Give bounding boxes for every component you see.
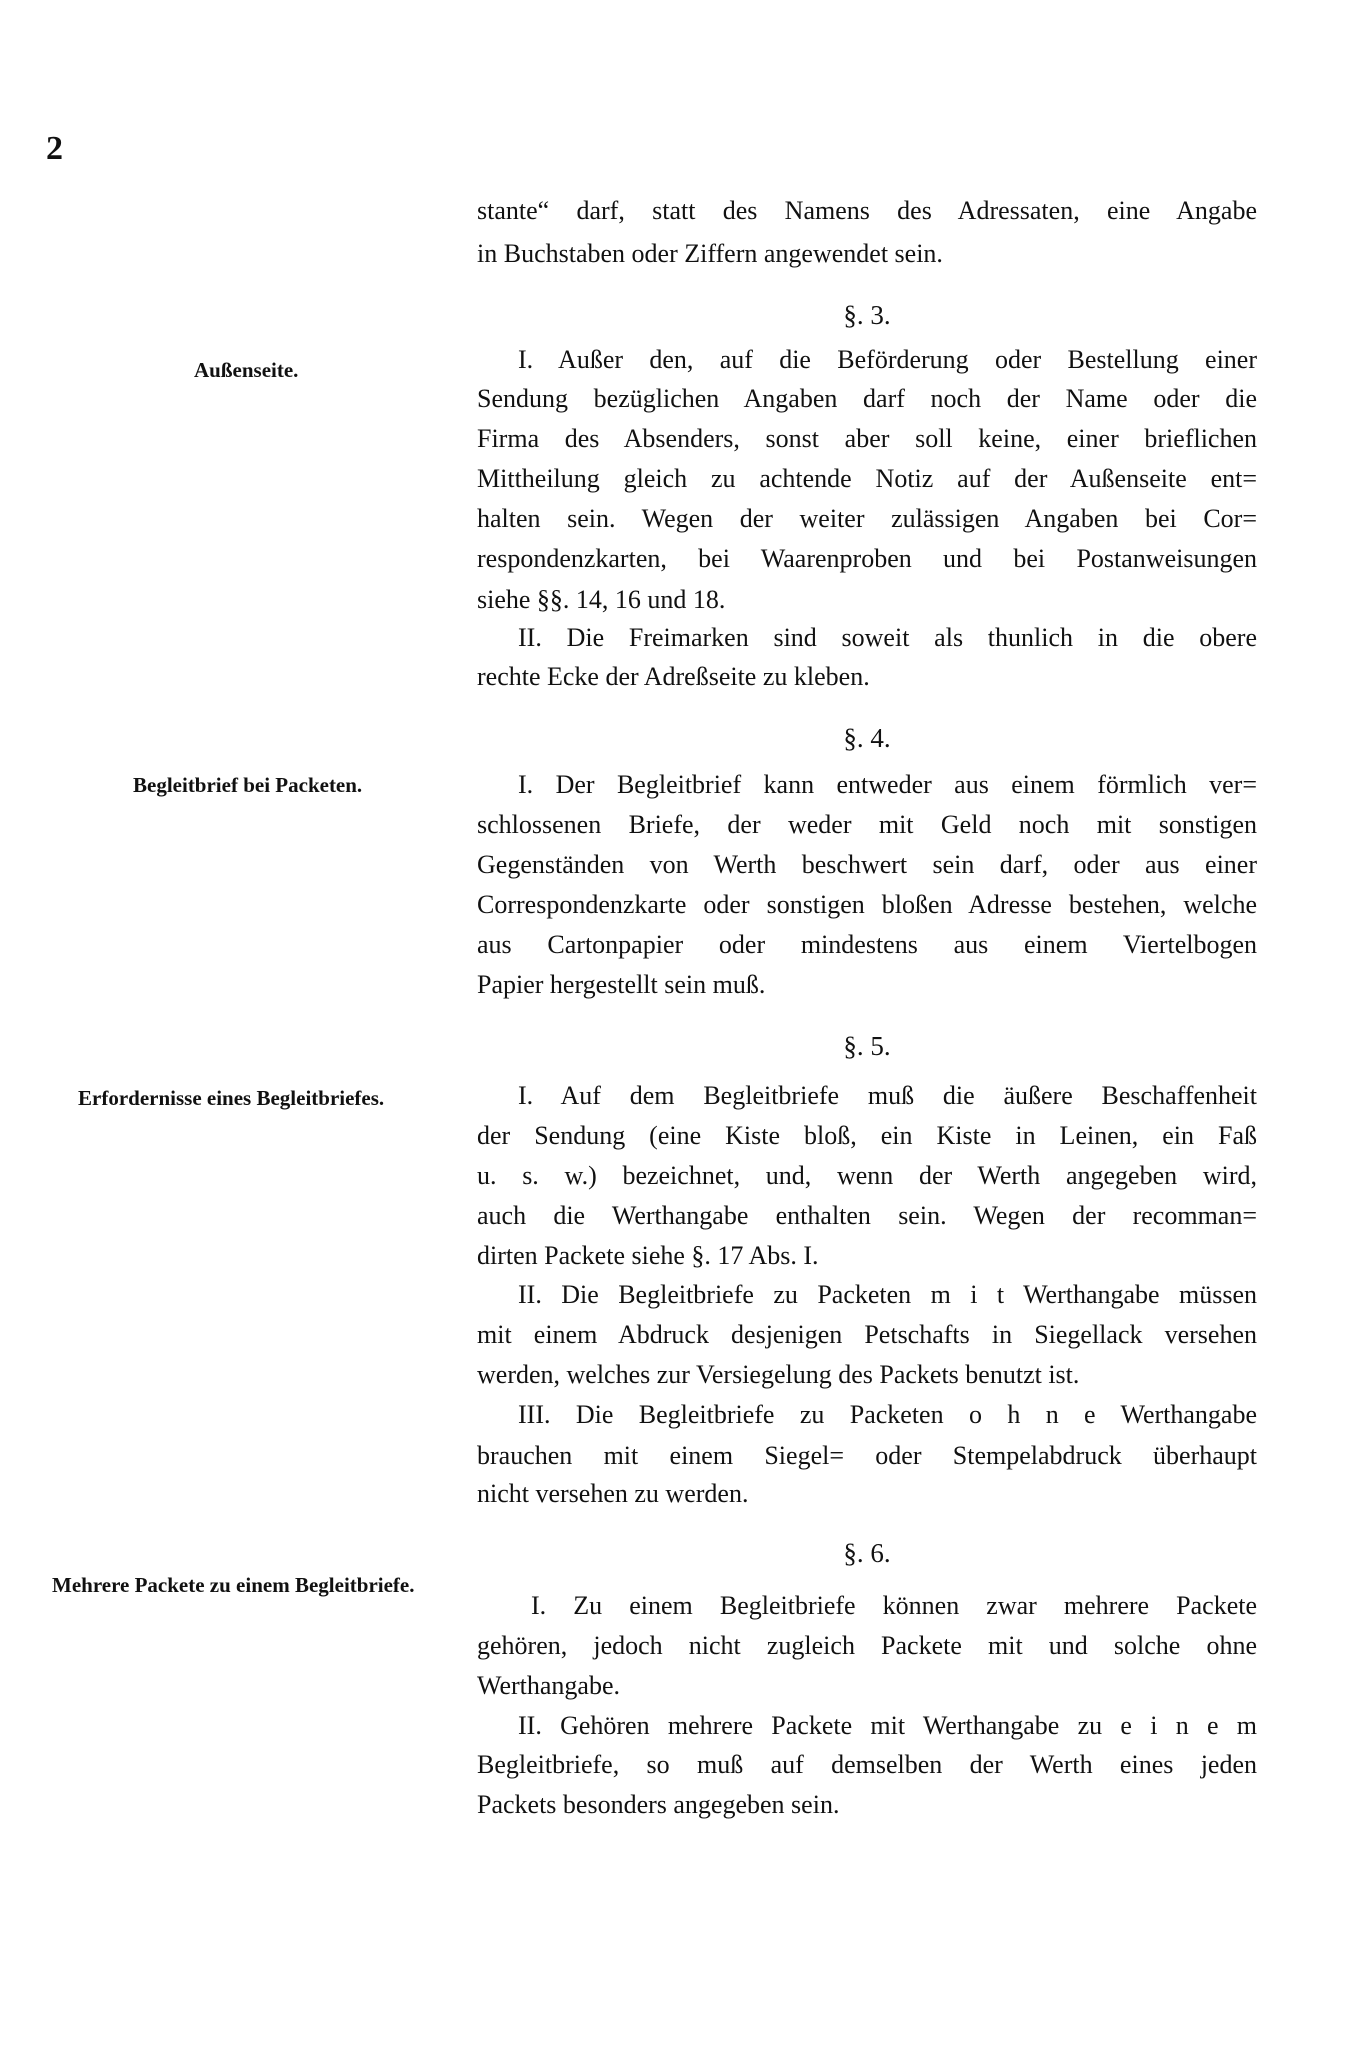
- margin-note: Erfordernisse eines Begleitbriefes.: [78, 1086, 385, 1110]
- text-line: schlossenen Briefe, der weder mit Geld noch mit sonstigen: [477, 810, 1257, 839]
- section-heading: §. 6.: [843, 1538, 891, 1568]
- text-line: stante“ darf, statt des Namens des Adressaten, eine Angabe: [477, 196, 1257, 225]
- text-line: I. Außer den, auf die Beförderung oder Bestellung einer: [518, 345, 1257, 374]
- text-line: gehören, jedoch nicht zugleich Packete mit und solche ohne: [477, 1631, 1257, 1660]
- text-line: I. Auf dem Begleitbriefe muß die äußere Beschaffenheit: [518, 1081, 1257, 1110]
- text-line: II. Die Begleitbriefe zu Packeten m i t Werthangabe müssen: [518, 1280, 1257, 1309]
- text-line: Mittheilung gleich zu achtende Notiz auf der Außenseite ent=: [477, 464, 1257, 493]
- text-line: aus Cartonpapier oder mindestens aus einem Viertelbogen: [477, 930, 1257, 959]
- page-number: 2: [46, 130, 63, 167]
- margin-note: Mehrere Packete zu einem Begleitbriefe.: [52, 1573, 415, 1597]
- text-line: Packets besonders angegeben sein.: [477, 1790, 840, 1819]
- section-heading: §. 3.: [843, 300, 891, 330]
- text-line: mit einem Abdruck desjenigen Petschafts in Siegellack versehen: [477, 1320, 1257, 1349]
- text-line: Werthangabe.: [477, 1671, 620, 1700]
- text-line: Correspondenzkarte oder sonstigen bloßen Adresse bestehen, welche: [477, 890, 1257, 919]
- text-line: werden, welches zur Versiegelung des Packets benutzt ist.: [477, 1360, 1080, 1389]
- text-line: I. Zu einem Begleitbriefe können zwar mehrere Packete: [531, 1591, 1257, 1620]
- margin-note: Begleitbrief bei Packeten.: [133, 773, 363, 797]
- text-line: der Sendung (eine Kiste bloß, ein Kiste in Leinen, ein Faß: [477, 1121, 1257, 1150]
- text-line: Begleitbriefe, so muß auf demselben der Werth eines jeden: [477, 1750, 1257, 1779]
- text-line: brauchen mit einem Siegel= oder Stempelabdruck überhaupt: [477, 1441, 1257, 1470]
- text-line: respondenzkarten, bei Waarenproben und bei Postanweisungen: [477, 544, 1257, 573]
- section-heading: §. 4.: [843, 723, 891, 753]
- text-line: Firma des Absenders, sonst aber soll keine, einer brieflichen: [477, 424, 1257, 453]
- text-line: auch die Werthangabe enthalten sein. Wegen der recomman=: [477, 1201, 1257, 1230]
- text-line: siehe §§. 14, 16 und 18.: [477, 585, 726, 614]
- text-line: II. Die Freimarken sind soweit als thunlich in die obere: [518, 623, 1257, 652]
- margin-note: Außenseite.: [194, 358, 299, 382]
- text-line: Papier hergestellt sein muß.: [477, 970, 766, 999]
- text-line: III. Die Begleitbriefe zu Packeten o h n e Werthangabe: [518, 1400, 1257, 1429]
- text-line: halten sein. Wegen der weiter zulässigen Angaben bei Cor=: [477, 504, 1257, 533]
- text-line: Gegenständen von Werth beschwert sein darf, oder aus einer: [477, 850, 1257, 879]
- text-line: nicht versehen zu werden.: [477, 1479, 749, 1508]
- text-line: II. Gehören mehrere Packete mit Werthangabe zu e i n e m: [518, 1711, 1257, 1740]
- text-line: Sendung bezüglichen Angaben darf noch der Name oder die: [477, 384, 1257, 413]
- text-line: I. Der Begleitbrief kann entweder aus einem förmlich ver=: [518, 770, 1257, 799]
- text-line: rechte Ecke der Adreßseite zu kleben.: [477, 662, 870, 691]
- text-line: dirten Packete siehe §. 17 Abs. I.: [477, 1241, 819, 1270]
- section-heading: §. 5.: [843, 1031, 891, 1061]
- text-line: u. s. w.) bezeichnet, und, wenn der Werth angegeben wird,: [477, 1161, 1257, 1190]
- text-line: in Buchstaben oder Ziffern angewendet sein.: [477, 239, 943, 268]
